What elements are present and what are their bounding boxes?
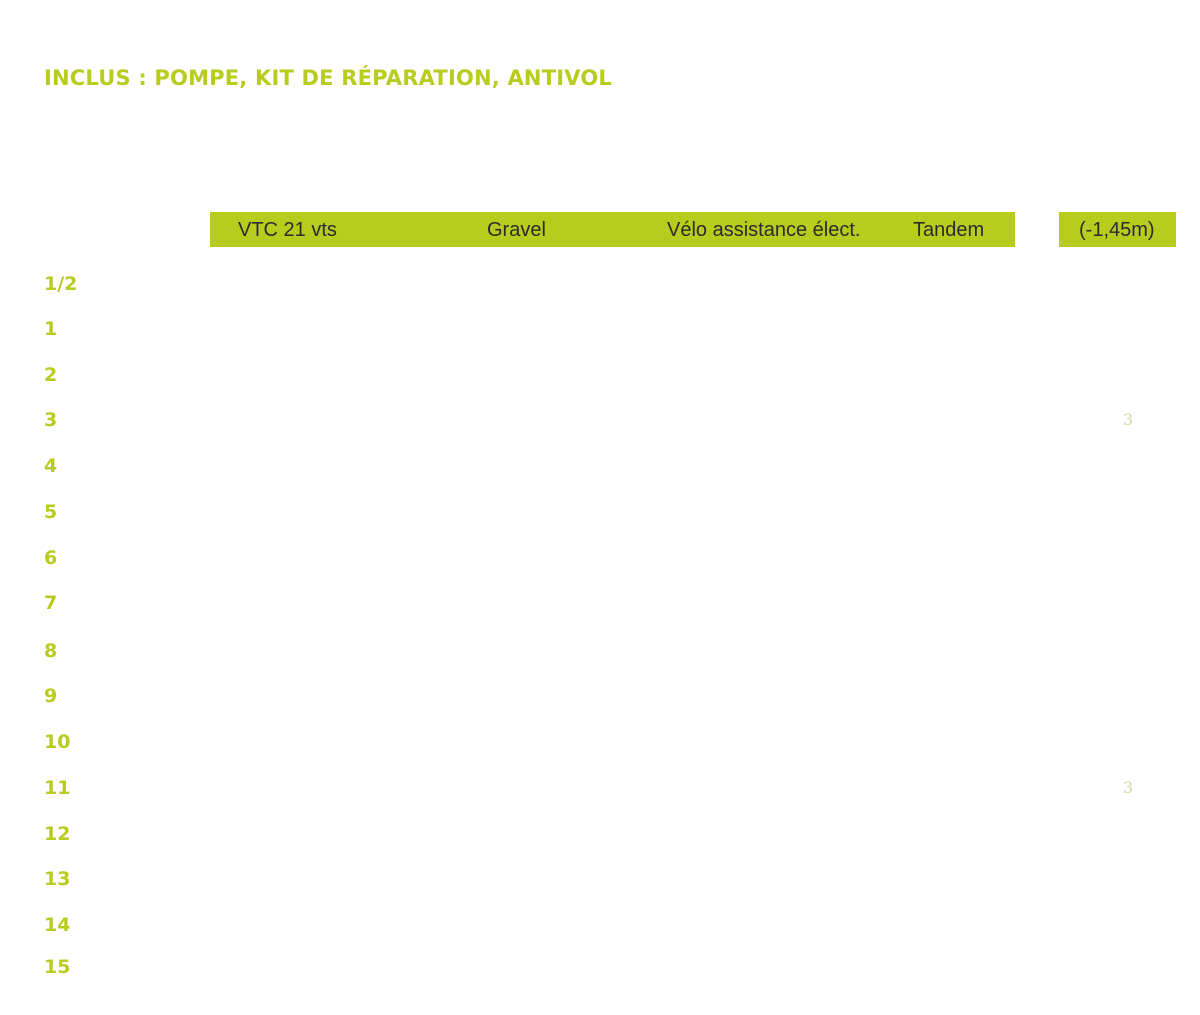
page-title: INCLUS : POMPE, KIT DE RÉPARATION, ANTIVOL — [44, 66, 612, 90]
row-label-half: 1/2 — [44, 273, 78, 295]
cell-mark-row-11: 3 — [1123, 778, 1134, 797]
row-label-3: 3 — [44, 409, 58, 431]
cell-mark-row-3: 3 — [1123, 410, 1134, 429]
row-label-14: 14 — [44, 914, 71, 936]
row-label-11: 11 — [44, 777, 71, 799]
row-label-8: 8 — [44, 640, 58, 662]
column-header-vtc: VTC 21 vts — [238, 219, 337, 241]
row-label-9: 9 — [44, 685, 58, 707]
row-label-13: 13 — [44, 868, 71, 890]
row-label-1: 1 — [44, 318, 58, 340]
row-label-5: 5 — [44, 501, 58, 523]
row-label-10: 10 — [44, 731, 71, 753]
row-label-2: 2 — [44, 364, 58, 386]
column-header-gravel: Gravel — [487, 219, 546, 241]
row-label-12: 12 — [44, 823, 71, 845]
column-header-child-size: (-1,45m) — [1079, 219, 1155, 241]
column-header-tandem: Tandem — [913, 219, 985, 241]
row-label-6: 6 — [44, 547, 58, 569]
row-label-7: 7 — [44, 592, 58, 614]
row-label-15: 15 — [44, 956, 71, 978]
row-label-4: 4 — [44, 455, 58, 477]
column-header-electric-bike: Vélo assistance élect. — [667, 219, 861, 241]
